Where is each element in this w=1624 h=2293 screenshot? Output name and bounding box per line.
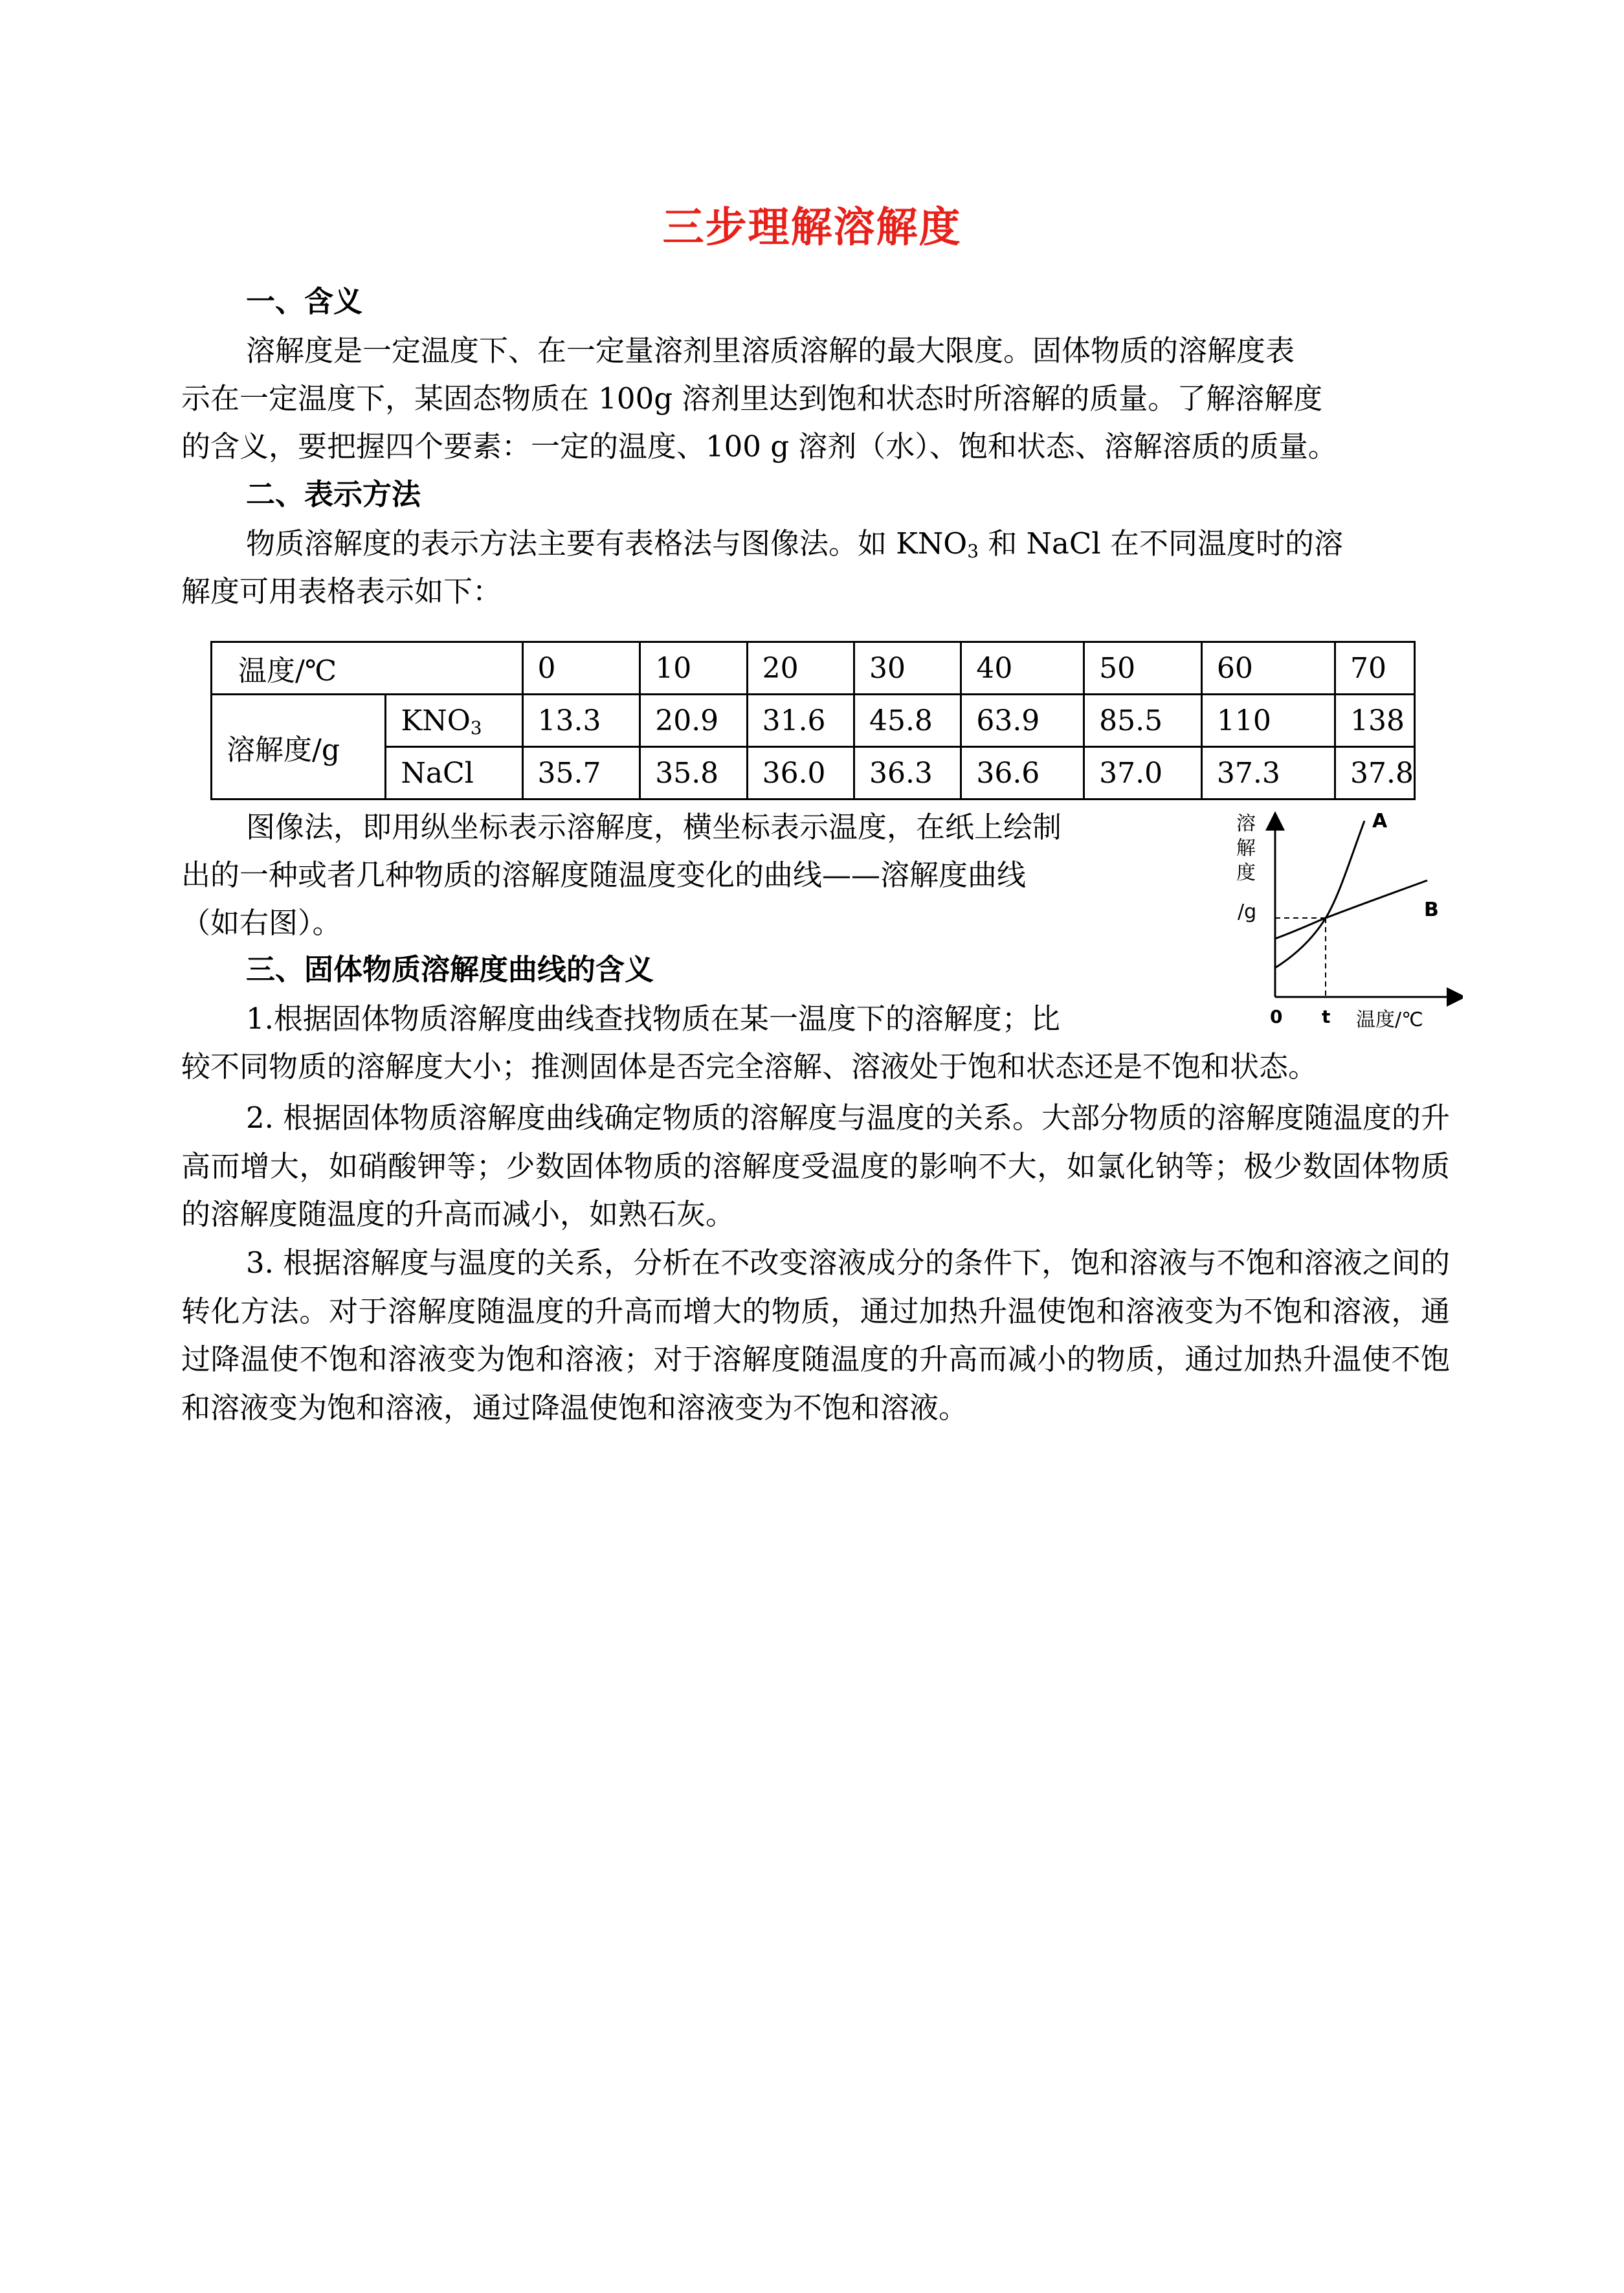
table-cell: 35.7 xyxy=(522,747,640,800)
table-cell: 20.9 xyxy=(640,695,747,747)
table-cell: 36.3 xyxy=(854,747,961,800)
table-cell: 60 xyxy=(1201,642,1335,695)
kno3-subscript: 3 xyxy=(470,717,482,739)
table-cell: 0 xyxy=(522,642,640,695)
x-axis-label: 温度/℃ xyxy=(1356,1009,1423,1031)
table-cell: 35.8 xyxy=(640,747,747,800)
table-row xyxy=(212,642,1415,695)
origin-label: 0 xyxy=(1270,1006,1283,1027)
table-cell: 31.6 xyxy=(747,695,854,747)
table-cell: 20 xyxy=(747,642,854,695)
table-cell: 37.3 xyxy=(1201,747,1335,800)
item-1-line-2: 较不同物质的溶解度大小；推测固体是否完全溶解、溶液处于饱和状态还是不饱和状态。 xyxy=(181,1049,1318,1084)
table-row xyxy=(212,747,1415,800)
section-2-heading: 二、表示方法 xyxy=(246,477,421,511)
graph-line-3: （如右图）。 xyxy=(181,906,342,940)
table-cell: 37.8 xyxy=(1335,747,1415,800)
table-cell: 36.6 xyxy=(961,747,1084,800)
t-label: t xyxy=(1322,1006,1331,1027)
intro-subscript: 3 xyxy=(967,541,979,562)
nacl-label-cell: NaCl xyxy=(386,747,522,800)
table-row xyxy=(212,695,1415,747)
curve-b xyxy=(1275,880,1427,939)
section-2-intro-line-2: 解度可用表格表示如下： xyxy=(181,574,502,609)
item-3-paragraph: 3. 根据溶解度与温度的关系，分析在不改变溶液成分的条件下，饱和溶液与不饱和溶液之间的转化方法。对于溶解度随温度的升高而增大的物质，通过加热升温使饱和溶液变为不饱和溶液，通过降温使不饱和溶液变为饱和溶液；对于溶解度随温度的升高而减小的物质，通过加热升温使不饱和溶液变为饱和溶液，通过降温使饱和溶液变为不饱和溶液。 xyxy=(181,1246,1450,1425)
solubility-curve-figure xyxy=(1210,803,1463,1036)
section-1-heading: 一、含义 xyxy=(246,284,363,319)
graph-line-1: 图像法，即用纵坐标表示溶解度，横坐标表示温度，在纸上绘制 xyxy=(246,810,1062,844)
table-cell: 40 xyxy=(961,642,1084,695)
table-cell: 138 xyxy=(1335,695,1415,747)
item-2-paragraph: 2. 根据固体物质溶解度曲线确定物质的溶解度与温度的关系。大部分物质的溶解度随温度的升高而增大，如硝酸钾等；少数固体物质的溶解度受温度的影响不大，如氯化钠等；极少数固体物质的溶解度随温度的升高而减小，如熟石灰。 xyxy=(181,1101,1450,1231)
item-1-line-1: 1.根据固体物质溶解度曲线查找物质在某一温度下的溶解度；比 xyxy=(246,1001,1060,1036)
section-3-heading: 三、固体物质溶解度曲线的含义 xyxy=(246,952,654,987)
table-cell: 110 xyxy=(1201,695,1335,747)
curve-a-label: A xyxy=(1372,810,1388,833)
table-cell: 45.8 xyxy=(854,695,961,747)
y-label-4: /g xyxy=(1238,900,1257,923)
graph-line-2: 出的一种或者几种物质的溶解度随温度变化的曲线——溶解度曲线 xyxy=(181,858,1027,892)
curve-a xyxy=(1275,821,1364,968)
curve-b-label: B xyxy=(1424,899,1439,921)
table-cell: 70 xyxy=(1335,642,1415,695)
temp-header-cell: 温度/℃ xyxy=(212,642,523,695)
intro-text-b: 和 NaCl 在不同温度时的溶 xyxy=(979,526,1343,561)
table-cell: 13.3 xyxy=(522,695,640,747)
page-title: 三步理解溶解度 xyxy=(662,204,962,252)
table-cell: 36.0 xyxy=(747,747,854,800)
table-cell: 85.5 xyxy=(1084,695,1202,747)
section-2-intro-line-1 xyxy=(246,524,1343,563)
table-cell: 10 xyxy=(640,642,747,695)
y-label-2: 解 xyxy=(1236,837,1256,860)
y-label-1: 溶 xyxy=(1236,812,1256,835)
table-cell: 37.0 xyxy=(1084,747,1202,800)
table-cell: 63.9 xyxy=(961,695,1084,747)
section-1-line-3: 的含义，要把握四个要素：一定的温度、100 g 溶剂（水）、饱和状态、溶解溶质的质量。 xyxy=(181,429,1337,464)
kno3-label: KNO xyxy=(401,704,471,737)
section-1-line-2: 示在一定温度下，某固态物质在 100g 溶剂里达到饱和状态时所溶解的质量。了解溶解度 xyxy=(181,381,1323,416)
y-label-3: 度 xyxy=(1236,862,1256,884)
solubility-label-cell: 溶解度/g xyxy=(212,695,386,800)
intro-text-a: 物质溶解度的表示方法主要有表格法与图像法。如 KNO xyxy=(246,526,968,561)
kno3-label-cell xyxy=(386,695,522,747)
table-cell: 30 xyxy=(854,642,961,695)
table-cell: 50 xyxy=(1084,642,1202,695)
section-1-line-1: 溶解度是一定温度下、在一定量溶剂里溶质溶解的最大限度。固体物质的溶解度表 xyxy=(246,333,1295,368)
solubility-table xyxy=(210,641,1416,800)
